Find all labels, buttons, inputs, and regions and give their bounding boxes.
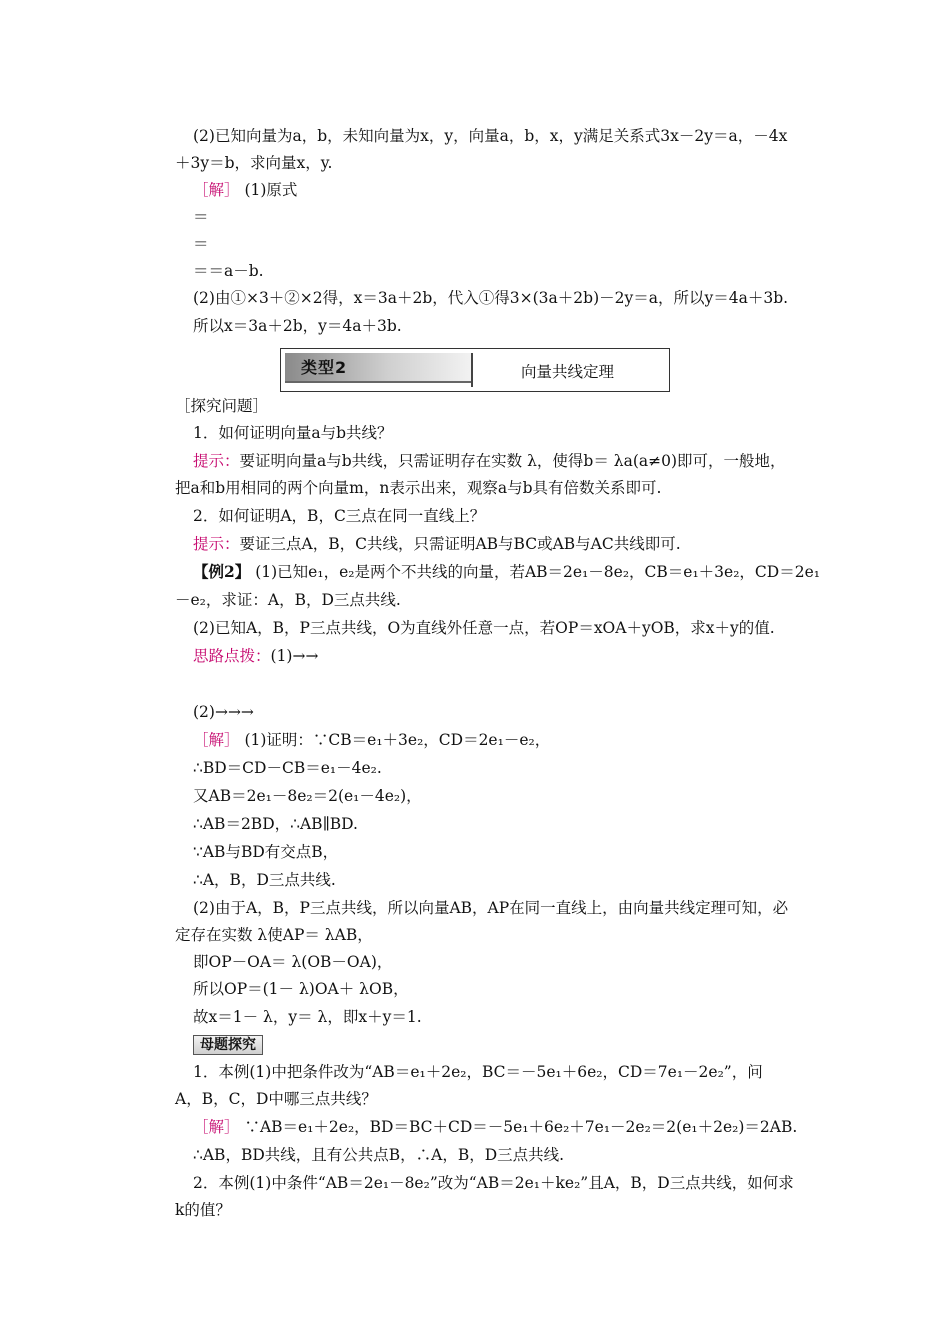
text-line: ∴AB，BD共线，且有公共点B，∴A，B，D三点共线. bbox=[193, 1146, 565, 1164]
text-line: 把a和b用相同的两个向量m，n表示出来，观察a与b具有倍数关系即可. bbox=[175, 479, 662, 497]
idea-tag: 思路点拨： bbox=[193, 647, 271, 665]
text-line: (2)→→→ bbox=[193, 703, 254, 721]
solution-text: (1)证明：∵CB＝e₁＋3e₂，CD＝2e₁－e₂， bbox=[239, 731, 551, 749]
solution-text: ∵AB＝e₁＋2e₂，BD＝BC＋CD＝－5e₁＋6e₂＋7e₁－2e₂＝2(e₁＋2e₂)＝2AB. bbox=[239, 1118, 798, 1136]
type-banner bbox=[280, 348, 670, 392]
text-line: (2)已知A，B，P三点共线，O为直线外任意一点，若OP＝xOA＋yOB，求x＋y的值. bbox=[193, 619, 775, 637]
text-line: 所以OP＝(1－ λ)OA＋ λOB， bbox=[193, 980, 409, 998]
hint-text: 要证三点A，B，C共线，只需证明AB与BC或AB与AC共线即可. bbox=[239, 535, 681, 553]
example-line bbox=[193, 562, 820, 582]
text-line: (2)已知向量为a，b，未知向量为x，y，向量a，b，x，y满足关系式3x－2y＝a，－4x bbox=[193, 127, 788, 145]
solution-line bbox=[193, 730, 550, 750]
hint-line bbox=[193, 646, 318, 666]
text-line: 即OP－OA＝ λ(OB－OA)， bbox=[193, 953, 393, 971]
banner-divider bbox=[471, 353, 473, 387]
hint-tag: 提示： bbox=[193, 452, 240, 470]
text-line: 所以x＝3a＋2b，y＝4a＋3b. bbox=[193, 317, 402, 335]
text-line: A，B，C，D中哪三点共线？ bbox=[175, 1090, 377, 1108]
text-line: ∵AB与BD有交点B， bbox=[193, 843, 339, 861]
text-line: ＝ bbox=[193, 208, 209, 226]
text-line: k的值？ bbox=[175, 1201, 231, 1219]
text-line: －e₂，求证：A，B，D三点共线. bbox=[175, 591, 401, 609]
section-box-label: 母题探究 bbox=[193, 1035, 263, 1055]
solution-tag: ［解］ bbox=[193, 181, 240, 199]
banner-tab-label: 类型2 bbox=[301, 358, 348, 377]
text-line: ＝＝a－b. bbox=[193, 262, 264, 280]
section-heading: ［探究问题］ bbox=[175, 397, 269, 415]
hint-text: 要证明向量a与b共线，只需证明存在实数 λ，使得b＝ λa(a≠0)即可，一般地， bbox=[239, 452, 786, 470]
solution-line bbox=[193, 1117, 797, 1137]
text-line: 2．本例(1)中条件“AB＝2e₁－8e₂”改为“AB＝2e₁＋ke₂”且A，B，D三点共线，如何求 bbox=[193, 1174, 794, 1192]
hint-line bbox=[193, 534, 681, 554]
text-line: ∴AB＝2BD，∴AB∥BD. bbox=[193, 815, 358, 833]
example-text: (1)已知e₁，e₂是两个不共线的向量，若AB＝2e₁－8e₂，CB＝e₁＋3e₂，CD＝2e₁ bbox=[250, 563, 820, 581]
text-line: ∴BD＝CD－CB＝e₁－4e₂. bbox=[193, 759, 382, 777]
idea-text: (1)→→ bbox=[270, 647, 319, 665]
text-line: ＋3y＝b，求向量x，y. bbox=[175, 154, 333, 172]
solution-tag: ［解］ bbox=[193, 1118, 240, 1136]
text-line: ＝ bbox=[193, 235, 209, 253]
text-line: 又AB＝2e₁－8e₂＝2(e₁－4e₂)， bbox=[193, 787, 422, 805]
text-line: (2)由于A，B，P三点共线，所以向量AB，AP在同一直线上，由向量共线定理可知，必 bbox=[193, 899, 789, 917]
hint-tag: 提示： bbox=[193, 535, 240, 553]
text-line: 定存在实数 λ使AP＝ λAB， bbox=[175, 926, 373, 944]
text-line: 1．本例(1)中把条件改为“AB＝e₁＋2e₂，BC＝－5e₁＋6e₂，CD＝7e₁－2e₂”，问 bbox=[193, 1063, 763, 1081]
text-line: ∴A，B，D三点共线. bbox=[193, 871, 336, 889]
text-line: 1．如何证明向量a与b共线？ bbox=[193, 424, 393, 442]
text-line: 2．如何证明A，B，C三点在同一直线上？ bbox=[193, 507, 486, 525]
banner-title: 向量共线定理 bbox=[521, 363, 615, 381]
solution-tag: ［解］ bbox=[193, 731, 240, 749]
solution-line bbox=[193, 180, 297, 200]
section-box-line bbox=[193, 1034, 263, 1055]
hint-line bbox=[193, 451, 786, 471]
text-line: (2)由①×3＋②×2得，x＝3a＋2b，代入①得3×(3a＋2b)－2y＝a，所以y＝4a＋3b. bbox=[193, 289, 789, 307]
solution-text: (1)原式 bbox=[239, 181, 298, 199]
text-line: 故x＝1－ λ，y＝ λ，即x＋y＝1. bbox=[193, 1008, 422, 1026]
example-tag: 【例2】 bbox=[193, 562, 251, 581]
